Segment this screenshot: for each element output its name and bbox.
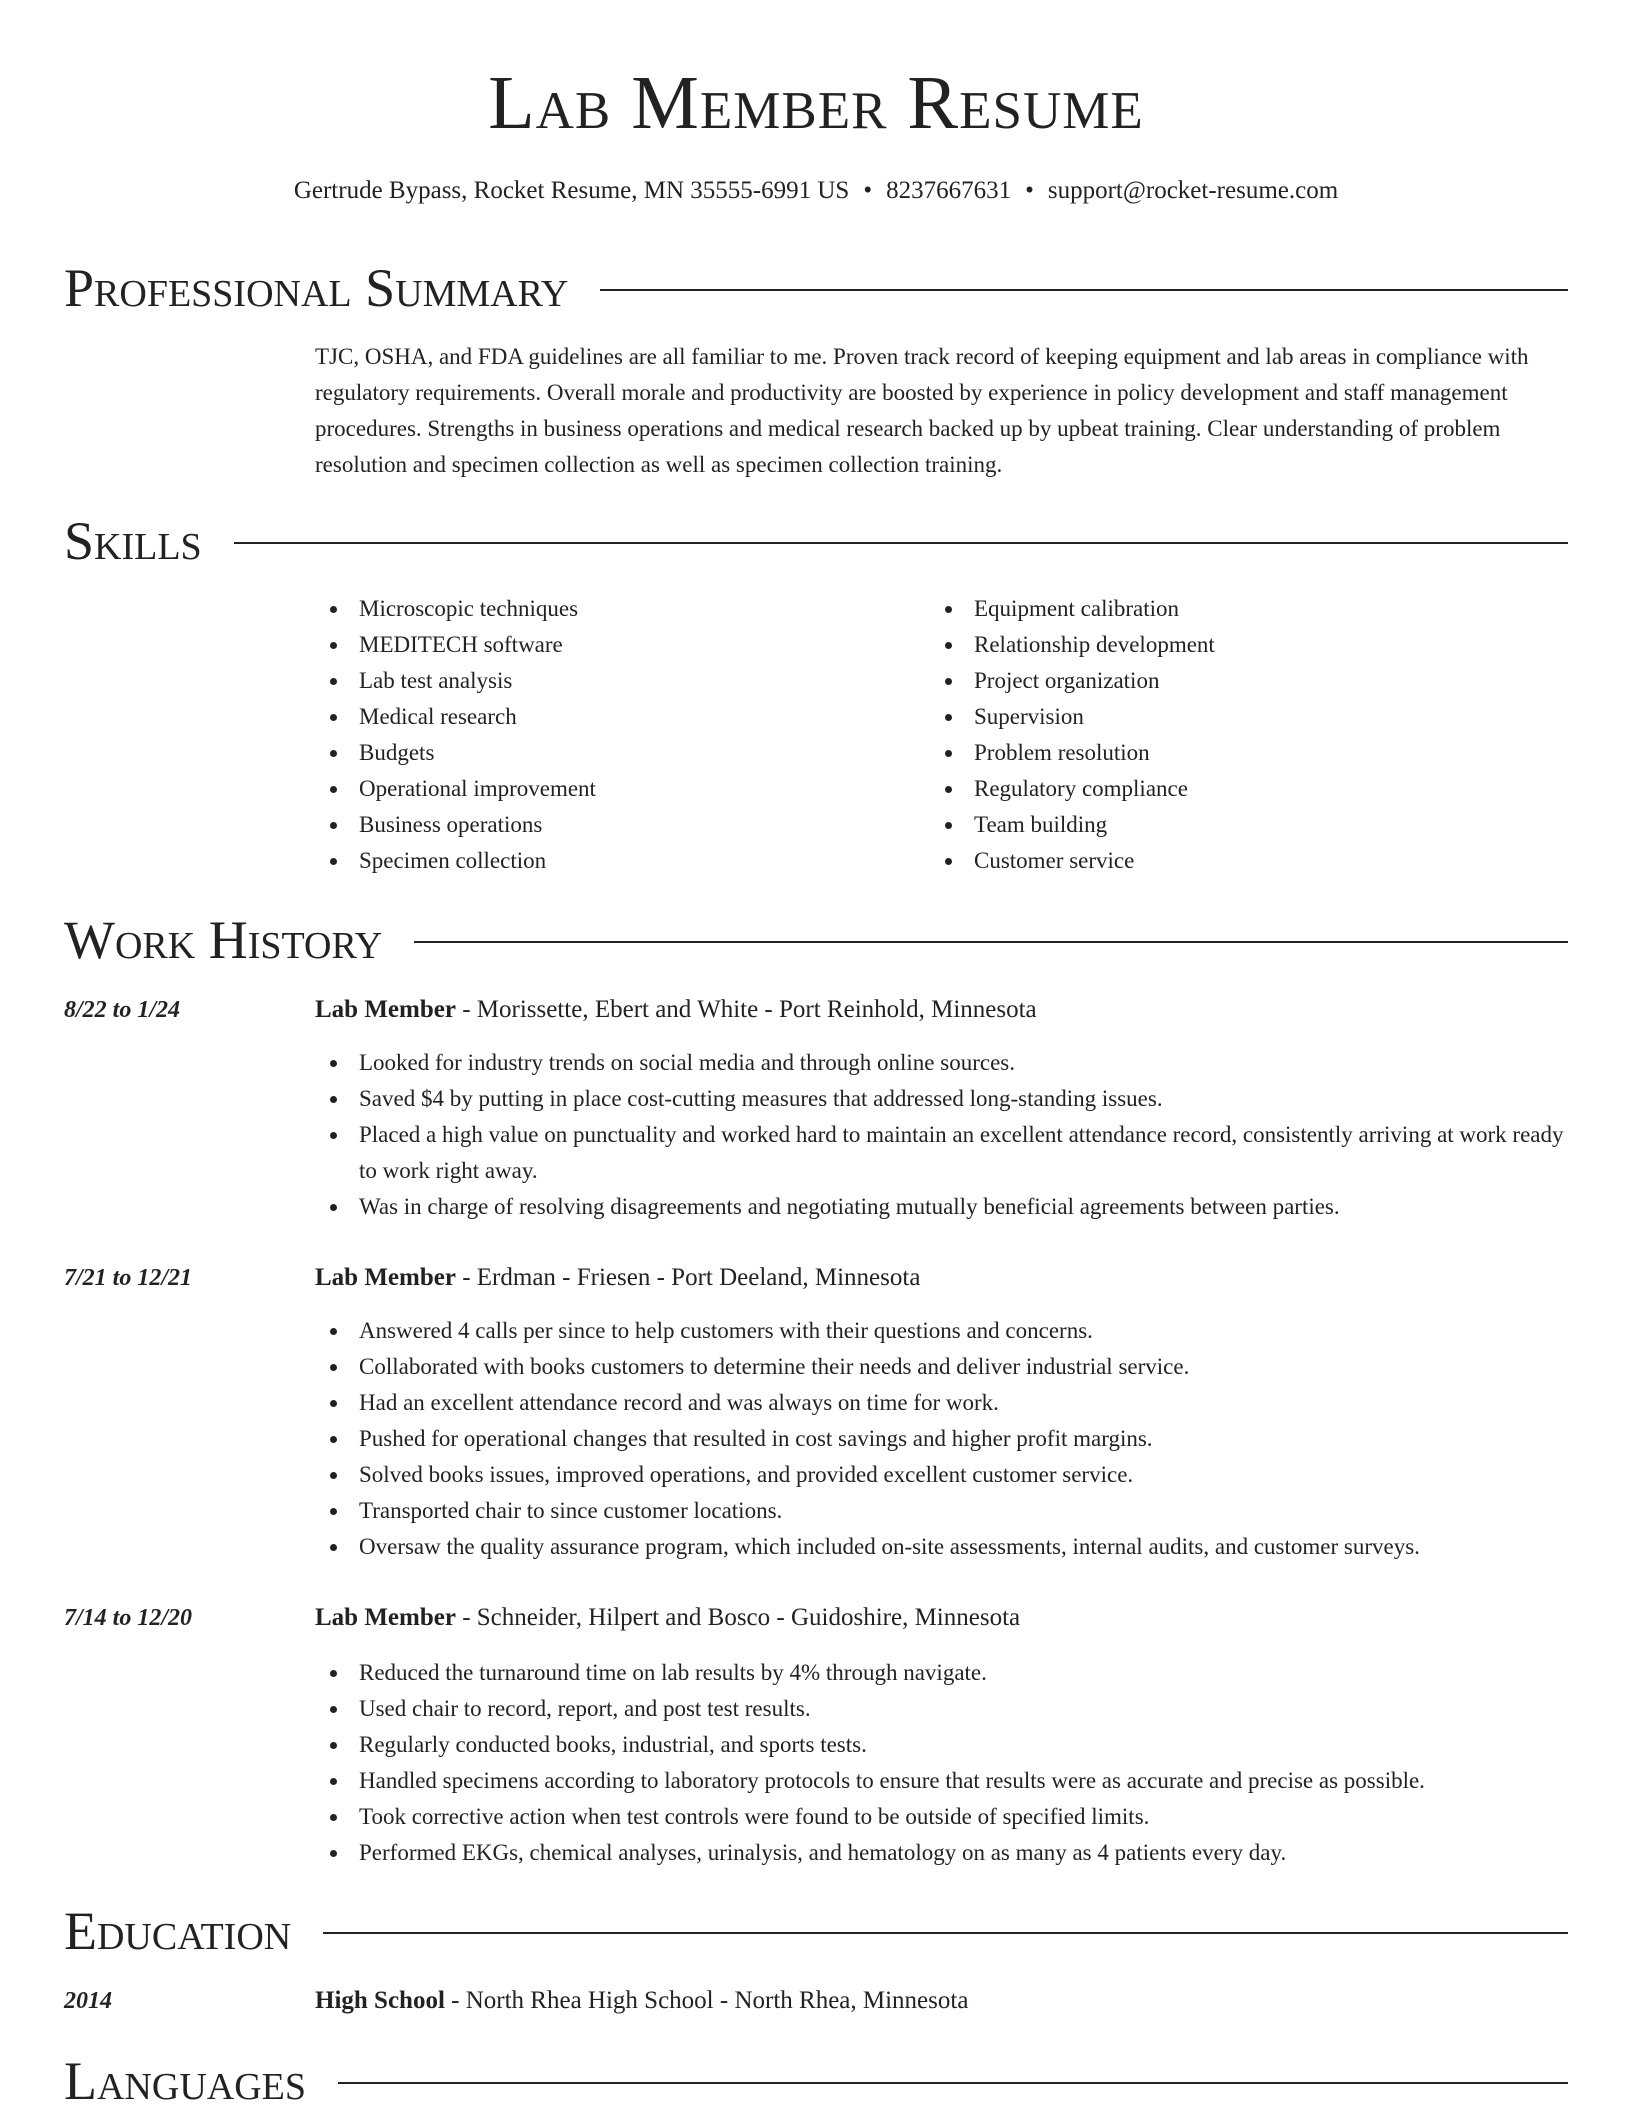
skill-item: Budgets	[315, 735, 596, 771]
education-degree: High School	[315, 1987, 445, 2014]
address: Gertrude Bypass, Rocket Resume, MN 35555-6991 US	[293, 177, 850, 204]
job-bullet: Took corrective action when test controls were found to be outside of specified limits.	[315, 1799, 1575, 1835]
job-title-line	[315, 1600, 1020, 1636]
job-role: Lab Member	[315, 1264, 456, 1291]
job-bullets	[315, 1655, 1575, 1871]
education-line	[315, 1983, 968, 2019]
job-bullet: Used chair to record, report, and post test results.	[315, 1691, 1575, 1727]
section-heading-summary	[64, 258, 1568, 318]
skills-column-right	[930, 591, 1215, 879]
contact-separator: •	[863, 177, 873, 204]
skill-item: Operational improvement	[315, 771, 596, 807]
job-bullet-list	[315, 1655, 1575, 1871]
job-bullet: Was in charge of resolving disagreements and negotiating mutually beneficial agreements between parties.	[315, 1189, 1575, 1225]
section-title: Work History	[64, 910, 383, 970]
skill-item: Equipment calibration	[930, 591, 1215, 627]
section-title: Languages	[64, 2051, 306, 2111]
job-bullets	[315, 1045, 1575, 1225]
section-heading-education	[64, 1901, 1568, 1961]
job-bullet: Oversaw the quality assurance program, which included on-site assessments, internal audits, and customer surveys.	[315, 1529, 1575, 1565]
section-divider	[323, 1932, 1568, 1934]
job-bullet: Performed EKGs, chemical analyses, urinalysis, and hematology on as many as 4 patients every day.	[315, 1835, 1575, 1871]
phone: 8237667631	[886, 177, 1012, 204]
job-role: Lab Member	[315, 996, 456, 1023]
skill-item: Microscopic techniques	[315, 591, 596, 627]
section-heading-work	[64, 910, 1568, 970]
section-divider	[414, 941, 1568, 943]
job-bullet: Placed a high value on punctuality and worked hard to maintain an excellent attendance record, consistently arriving at work ready to work right away.	[315, 1117, 1575, 1189]
job-bullet: Reduced the turnaround time on lab results by 4% through navigate.	[315, 1655, 1575, 1691]
education-year: 2014	[64, 1988, 112, 2014]
job-bullet: Transported chair to since customer locations.	[315, 1493, 1575, 1529]
skills-column-left	[315, 591, 596, 879]
job-dates: 7/14 to 12/20	[64, 1605, 193, 1631]
job-title-line	[315, 992, 1037, 1028]
section-divider	[234, 542, 1568, 544]
skills-list	[930, 591, 1215, 879]
skills-list	[315, 591, 596, 879]
skill-item: MEDITECH software	[315, 627, 596, 663]
job-bullet: Regularly conducted books, industrial, and sports tests.	[315, 1727, 1575, 1763]
job-bullet: Saved $4 by putting in place cost-cutting measures that addressed long-standing issues.	[315, 1081, 1575, 1117]
section-title: Professional Summary	[64, 258, 569, 318]
skill-item: Specimen collection	[315, 843, 596, 879]
skill-item: Project organization	[930, 663, 1215, 699]
section-title: Skills	[64, 511, 202, 571]
job-bullet: Had an excellent attendance record and was always on time for work.	[315, 1385, 1575, 1421]
job-employer: - Schneider, Hilpert and Bosco - Guidoshire, Minnesota	[455, 1604, 1021, 1631]
email: support@rocket-resume.com	[1047, 177, 1339, 204]
contact-separator: •	[1025, 177, 1034, 204]
job-bullet: Pushed for operational changes that resulted in cost savings and higher profit margins.	[315, 1421, 1575, 1457]
section-divider	[600, 289, 1568, 291]
job-employer: - Morissette, Ebert and White - Port Reinhold, Minnesota	[455, 996, 1037, 1023]
job-bullets	[315, 1313, 1575, 1565]
job-bullet: Looked for industry trends on social media and through online sources.	[315, 1045, 1575, 1081]
skill-item: Team building	[930, 807, 1215, 843]
job-bullet: Solved books issues, improved operations, and provided excellent customer service.	[315, 1457, 1575, 1493]
skill-item: Medical research	[315, 699, 596, 735]
skill-item: Problem resolution	[930, 735, 1215, 771]
job-bullet: Answered 4 calls per since to help customers with their questions and concerns.	[315, 1313, 1575, 1349]
skill-item: Lab test analysis	[315, 663, 596, 699]
skill-item: Customer service	[930, 843, 1215, 879]
skill-item: Supervision	[930, 699, 1215, 735]
skill-item: Relationship development	[930, 627, 1215, 663]
education-school: - North Rhea High School - North Rhea, Minnesota	[444, 1987, 969, 2014]
job-bullet: Collaborated with books customers to determine their needs and deliver industrial service.	[315, 1349, 1575, 1385]
job-bullet-list	[315, 1313, 1575, 1565]
job-employer: - Erdman - Friesen - Port Deeland, Minnesota	[455, 1264, 921, 1291]
job-bullet-list	[315, 1045, 1575, 1225]
section-heading-languages	[64, 2051, 1568, 2111]
job-title-line	[315, 1260, 920, 1296]
job-dates: 8/22 to 1/24	[64, 997, 181, 1023]
skill-item: Regulatory compliance	[930, 771, 1215, 807]
skill-item: Business operations	[315, 807, 596, 843]
job-bullet: Handled specimens according to laboratory protocols to ensure that results were as accurate and precise as possible.	[315, 1763, 1575, 1799]
section-heading-skills	[64, 511, 1568, 571]
resume-title: Lab Member Resume	[488, 61, 1144, 145]
section-divider	[338, 2082, 1568, 2084]
section-title: Education	[64, 1901, 292, 1961]
summary-text: TJC, OSHA, and FDA guidelines are all familiar to me. Proven track record of keeping equipment and lab areas in compliance with regulatory requirements. Overall morale and productivity are boosted by experience in policy development and staff management procedures. Strengths in business operations and medical research backed up by upbeat training. Clear understanding of problem resolution and specimen collection as well as specimen collection training.	[315, 344, 1529, 477]
job-role: Lab Member	[315, 1604, 456, 1631]
job-dates: 7/21 to 12/21	[64, 1265, 193, 1291]
contact-line	[0, 174, 1632, 208]
